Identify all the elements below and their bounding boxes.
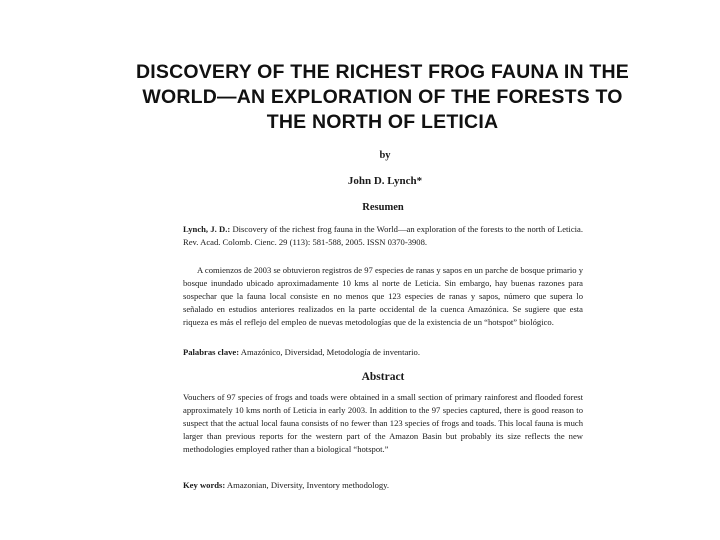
palabras-label: Palabras clave:	[183, 347, 240, 357]
by-line: by	[379, 150, 391, 161]
author-name: John D. Lynch*	[347, 175, 423, 187]
title-line-3: THE NORTH OF LETICIA	[266, 111, 499, 133]
paper-title	[95, 60, 670, 135]
title-line-2: WORLD—AN EXPLORATION OF THE FORESTS TO	[142, 86, 623, 108]
citation-author: Lynch, J. D.:	[183, 224, 231, 234]
citation-text: Discovery of the richest frog fauna in the World—an exploration of the forests to the north of Leticia. Rev. Acad. Colomb. Cienc. 29 (113): 581-588, 2005. ISSN 0370-3908.	[183, 224, 583, 247]
title-line-1: DISCOVERY OF THE RICHEST FROG FAUNA IN THE	[135, 61, 630, 83]
palabras-clave	[183, 346, 583, 359]
palabras-text: Amazónico, Diversidad, Metodología de inventario.	[239, 347, 420, 357]
keywords	[183, 479, 583, 492]
resumen-body: A comienzos de 2003 se obtuvieron registros de 97 especies de ranas y sapos en un parche de bosque primario y bosque inundado ubicado aproximadamente 10 kms al norte de Leticia. Sin embargo, hay buenas razones para sospechar que la fauna local consiste en no menos que 123 especies de ranas y sapos, número que supera lo señalado en estudios anteriores realizados en la parte occidental de la cuenca Amazónica. Se sugiere que esta riqueza es más el reflejo del empleo de nuevas metodologías que de la existencia de un “hotspot” biológico.	[183, 265, 583, 327]
resumen-heading: Resumen	[362, 202, 404, 213]
keywords-label: Key words:	[183, 480, 226, 490]
keywords-text: Amazonian, Diversity, Inventory methodology.	[225, 480, 390, 490]
abstract-heading: Abstract	[361, 371, 405, 383]
citation	[183, 223, 583, 249]
abstract-body: Vouchers of 97 species of frogs and toads were obtained in a small section of primary rainforest and flooded forest approximately 10 kms north of Leticia in early 2003. In addition to the 97 species captured, there is good reason to suspect that the actual local fauna consists of no fewer than 123 species of frogs and toads. This local fauna is much larger than previous reports for the western part of the Amazon Basin but probably its size reflects the new methodologies employed rather than a biological “hotspot.”	[183, 392, 583, 454]
